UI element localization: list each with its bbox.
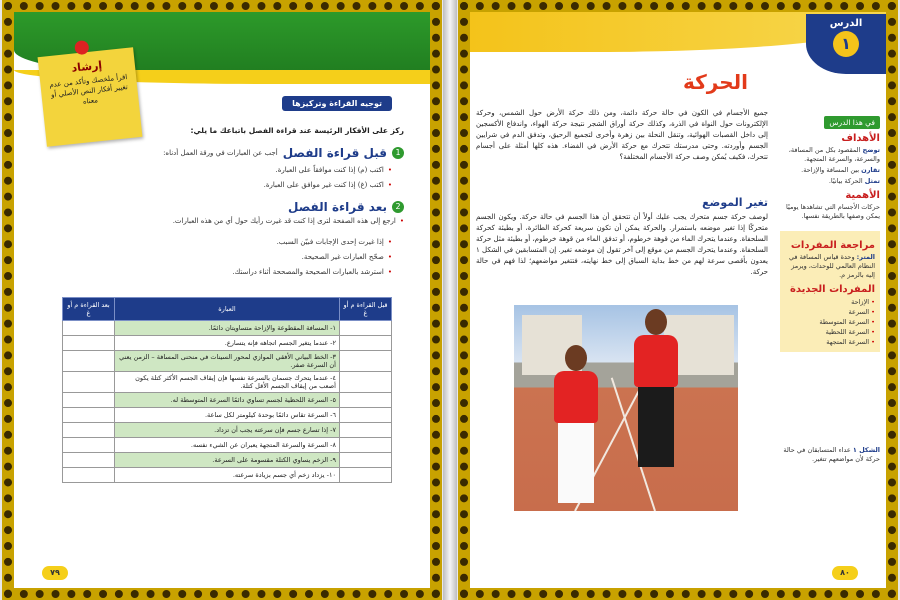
lesson-title: الحركة — [683, 70, 748, 94]
after-cell[interactable] — [63, 372, 115, 393]
statement-cell: ٨- السرعة والسرعة المتجهة يعبران عن الشيء نفسه. — [115, 438, 340, 453]
goal-item — [780, 177, 880, 186]
vocab-item: • السرعة المتوسطة — [785, 317, 875, 327]
statement-cell: ٤- عندما يتحرك جسمان بالسرعة نفسها فإن إيقاف الجسم الأكثر كتلة يكون أصعب من إيقاف الجسم الأقل كتلة. — [115, 372, 340, 393]
after-cell[interactable] — [63, 423, 115, 438]
statement-cell: ٥- السرعة اللحظية لجسم تساوي دائمًا السرعة المتوسطة له. — [115, 393, 340, 408]
goal-text: الحركة بيانيًا. — [828, 177, 863, 185]
after-reading-title: بعد قراءة الفصل — [287, 200, 387, 214]
subsection-title: تغير الموضع — [702, 196, 768, 209]
before-cell[interactable] — [340, 438, 392, 453]
importance-text: حركات الأجسام التي تشاهدها يوميًا يمكن وصفها بالطريقة نفسها. — [786, 203, 880, 220]
in-this-lesson-tag: في هذا الدرس — [824, 116, 880, 129]
position-paragraph: لوصف حركة جسم متحرك يجب عليك أولاً أن تتحقق أن هذا الجسم في حالة حركة. ويكون الجسم متحركًا إذا تغير موضعه باستمرار. والحركة يمكن أن تكون سريعة كحركة الطائرة، أو بطيئة كحركة السلحفاة. وعندما يتحرك الماء من قوهة خرطوم، أو تدفق الماء من قوهة خرطوم، أو بطيئة مثل حركة السلحفاة. وعندما يتحرك الجسم من موقع إلى آخر تقول إن موضعه تغير. إن المتسابقين في الشكل ١ يعدون بأقصى سرعة لهم من خط بداية السباق إلى خط نهايته، فتتغير مواضعهم؛ لذا فهم في حالة حركة. — [476, 213, 768, 276]
right-page — [458, 0, 898, 600]
after-cell[interactable] — [63, 321, 115, 336]
table-row — [63, 468, 392, 483]
table-row — [63, 408, 392, 423]
figure-caption-text: عداء المتسابقان في حالة حركة لأن مواضعهم تتغير. — [783, 446, 880, 463]
table-header-statement: العبارة — [115, 298, 340, 321]
runner-shirt — [554, 371, 598, 423]
review-vocab-text — [785, 253, 875, 280]
goal-text: المقصود بكل من المسافة، والسرعة، والسرعة المتجهة. — [788, 146, 880, 163]
before-cell[interactable] — [340, 468, 392, 483]
runner-figure — [554, 345, 598, 503]
statement-cell: ٣- الخط البياني الأفقي الموازي لمحور السينات في منحنى المسافة – الزمن يعني أن السرعة صفر. — [115, 351, 340, 372]
before-cell[interactable] — [340, 408, 392, 423]
after-bullet: • إذا غيرت إحدى الإجابات فبيّن السبب. — [52, 238, 392, 246]
table-row — [63, 336, 392, 351]
runner-shirt — [634, 335, 678, 387]
table-row — [63, 372, 392, 393]
after-reading-desc: • ارجع إلى هذه الصفحة لترى إذا كنت قد غيرت رأيك حول أي من هذه العبارات. — [34, 217, 404, 225]
lesson-number: ١ — [833, 31, 859, 57]
note-text: اقرأ ملخصك وتأكد من عدم تغيير أفكار النص الأصلي أو معناه — [48, 73, 129, 106]
table-row — [63, 423, 392, 438]
statement-cell: ٩- الزخم يساوي الكتلة مقسومة على السرعة. — [115, 453, 340, 468]
vocab-item: • الإزاحة — [785, 297, 875, 307]
section-pill: توجيه القراءة وتركيزها — [282, 96, 392, 111]
runner-head — [645, 309, 667, 335]
vocab-item: • السرعة — [785, 307, 875, 317]
goal-verb: توضح — [862, 146, 880, 154]
left-page — [2, 0, 442, 600]
statement-cell: ١- المسافة المقطوعة والإزاحة متساويتان دائمًا. — [115, 321, 340, 336]
importance-title: الأهمية — [845, 190, 880, 201]
step-number-2: 2 — [392, 201, 404, 213]
after-cell[interactable] — [63, 393, 115, 408]
after-reading-heading — [34, 200, 404, 214]
review-vocab-title: مراجعة المفردات — [790, 240, 875, 251]
after-cell[interactable] — [63, 336, 115, 351]
vocab-item: • السرعة المتجهة — [785, 337, 875, 347]
before-cell[interactable] — [340, 423, 392, 438]
before-cell[interactable] — [340, 321, 392, 336]
runner-figure — [634, 309, 678, 467]
statement-cell: ١٠- يزداد زخم أي جسم بزيادة سرعته. — [115, 468, 340, 483]
page-number-left: ٧٩ — [42, 566, 68, 580]
after-cell[interactable] — [63, 453, 115, 468]
table-header-before: قبل القراءة م أو غ — [340, 298, 392, 321]
figure-caption — [780, 446, 880, 464]
intro-paragraph: جميع الأجسام في الكون في حالة حركة دائمة، ومن ذلك حركة الأرض حول الشمس، وحركة الإلكترونات حول النواة في الذرة، وكذلك حركة أوراق الشجر نتيجة حركة الهواء، واندفاع الأكسجين إلى داخل القصبات الهوائية، وتنقل النحلة بين زهرة وأخرى لتجميع الرحيق، وتدفق الدم في شرايين الجسم وأوردته. وحتى مدرستك تتحرك مع حركة الأرض في الفضاء. هذه كلها أمثلة على أجسام تتحرك، فكيف يُمكن وصف حركة الأجسام المختلفة؟ — [476, 109, 768, 161]
statement-cell: ٧- إذا تسارع جسم فإن سرعته يجب أن تزداد. — [115, 423, 340, 438]
page-number-right: ٨٠ — [832, 566, 858, 580]
review-term: المتر: — [856, 253, 875, 261]
after-cell[interactable] — [63, 438, 115, 453]
goal-item — [780, 166, 880, 175]
goal-item — [780, 146, 880, 164]
before-reading-desc: أجب عن العبارات في ورقة العمل أدناه: — [163, 149, 278, 157]
table-row — [63, 321, 392, 336]
anticipation-guide-table — [62, 297, 392, 483]
figure-label: الشكل ١ — [852, 446, 880, 454]
book-spine — [443, 0, 457, 600]
before-cell[interactable] — [340, 453, 392, 468]
after-bullet: • صحّح العبارات غير الصحيحة. — [52, 253, 392, 261]
pin-icon — [74, 40, 89, 55]
before-cell[interactable] — [340, 372, 392, 393]
before-cell[interactable] — [340, 351, 392, 372]
after-bullet: • استرشد بالعبارات الصحيحة والمصححة أثناء دراستك. — [52, 268, 392, 276]
after-cell[interactable] — [63, 468, 115, 483]
step-number-1: 1 — [392, 147, 404, 159]
lesson-label: الدرس — [829, 18, 863, 29]
before-reading-heading — [34, 146, 404, 160]
goal-verb: تمثل — [864, 177, 880, 185]
goals-title: الأهداف — [841, 133, 880, 144]
review-definition: وحدة قياس المسافة في النظام العالمي للوحدات، ويرمز إليه بالرمز م. — [788, 253, 875, 279]
new-vocab-list — [785, 297, 875, 347]
before-reading-title: قبل قراءة الفصل — [282, 146, 387, 160]
new-vocab-title: المفردات الجديدة — [790, 284, 875, 295]
statement-cell: ٢- عندما يتغير الجسم اتجاهه فإنه يتسارع. — [115, 336, 340, 351]
runner-head — [565, 345, 587, 371]
table-row — [63, 393, 392, 408]
statement-cell: ٦- السرعة تقاس دائمًا بوحدة كيلومتر لكل ساعة. — [115, 408, 340, 423]
table-row — [63, 351, 392, 372]
after-cell[interactable] — [63, 408, 115, 423]
before-cell[interactable] — [340, 393, 392, 408]
goal-verb: تقارن — [861, 166, 880, 174]
lesson-badge — [806, 14, 886, 74]
before-bullet: • اكتب (م) إذا كنت موافقاً على العبارة. — [52, 166, 392, 174]
runners-photo — [514, 305, 738, 511]
table-row — [63, 453, 392, 468]
intro-text: ركز على الأفكار الرئيسة عند قراءة الفصل باتباعك ما يلي: — [190, 126, 404, 135]
table-row — [63, 438, 392, 453]
before-cell[interactable] — [340, 336, 392, 351]
table-header-after: بعد القراءة م أو غ — [63, 298, 115, 321]
note-title: إرشاد — [70, 58, 103, 75]
runner-legs — [558, 423, 594, 503]
runner-legs — [638, 387, 674, 467]
before-bullet: • اكتب (غ) إذا كنت غير موافق على العبارة. — [52, 181, 392, 189]
after-cell[interactable] — [63, 351, 115, 372]
lesson-sidebar — [780, 110, 880, 352]
vocab-item: • السرعة اللحظية — [785, 327, 875, 337]
vocabulary-box — [780, 231, 880, 352]
goal-text: بين المسافة والإزاحة. — [801, 166, 860, 174]
